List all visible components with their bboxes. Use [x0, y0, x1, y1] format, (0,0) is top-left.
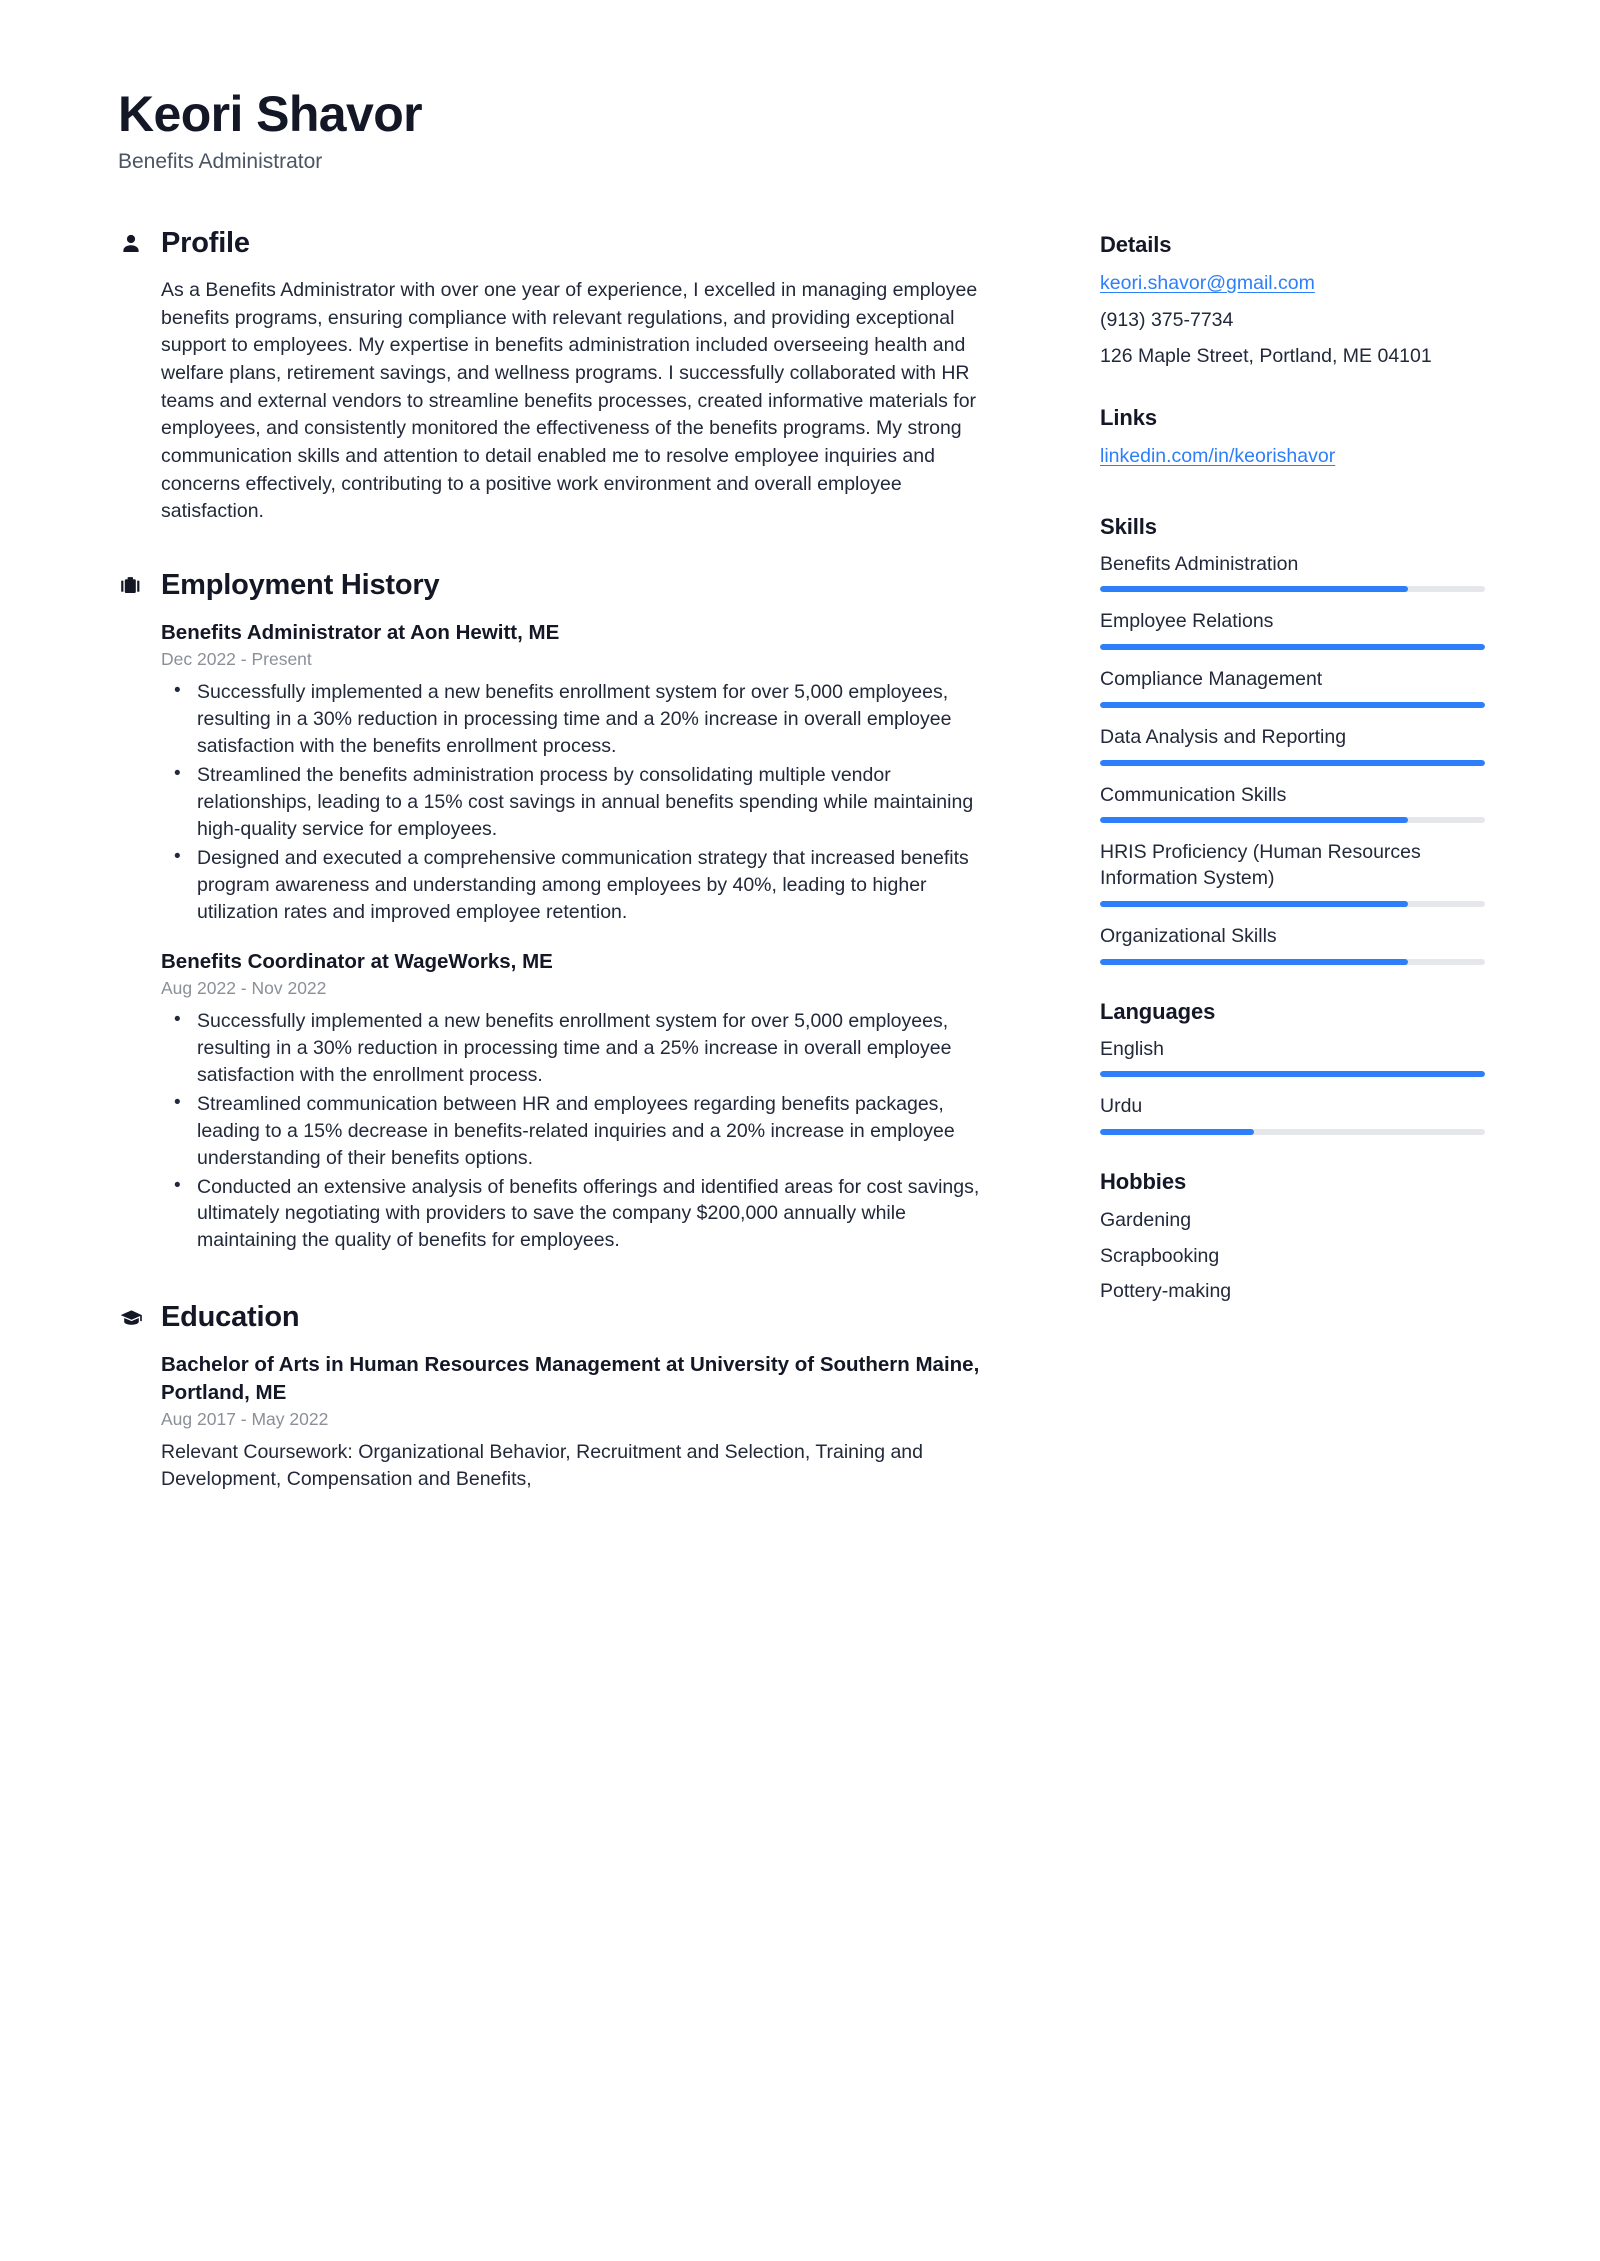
hobby-item: Gardening [1100, 1209, 1192, 1232]
skill-label: Employee Relations [1100, 610, 1274, 633]
skill-bar-track [1100, 817, 1485, 823]
skill-item [1100, 924, 1485, 965]
skill-bar-fill [1100, 702, 1485, 708]
language-item [1100, 1094, 1485, 1135]
sidebar-languages [1100, 999, 1485, 1135]
bullet-item: • Conducted an extensive analysis of benefits offerings and identified areas for cost savings, ultimately negotiating with providers to save the company $200,000 annually while maintaining the quality of benefits for employees. [161, 1174, 1008, 1255]
links-title: Links [1100, 405, 1157, 431]
bullet-item: • Successfully implemented a new benefits enrollment system for over 5,000 employees, resulting in a 30% reduction in processing time and a 25% increase in overall employee satisfaction with the enrollment process. [161, 1008, 1008, 1089]
skill-label: Data Analysis and Reporting [1100, 725, 1347, 748]
sidebar-links [1100, 405, 1485, 480]
education-entry-note: Relevant Coursework: Organizational Behavior, Recruitment and Selection, Training and Development, Compensation and Benefits, [161, 1441, 923, 1491]
language-bar-track [1100, 1071, 1485, 1077]
language-label: Urdu [1100, 1095, 1143, 1118]
sidebar-hobbies [1100, 1169, 1485, 1306]
employment-body [118, 619, 1008, 1254]
education-entry-date: Aug 2017 - May 2022 [161, 1409, 329, 1430]
profile-body [118, 277, 1008, 526]
language-bar-fill [1100, 1071, 1485, 1077]
skill-label: HRIS Proficiency (Human Resources Information System) [1100, 841, 1421, 890]
graduation-cap-icon [118, 1305, 144, 1331]
skill-bar-track [1100, 959, 1485, 965]
employment-entry [161, 948, 1008, 1255]
resume-header [0, 0, 1600, 174]
languages-title: Languages [1100, 998, 1216, 1024]
skill-bar-track [1100, 901, 1485, 907]
skill-bar-track [1100, 702, 1485, 708]
candidate-name: Keori Shavor [118, 86, 423, 142]
sidebar-skills [1100, 514, 1485, 965]
bullet-item: • Designed and executed a comprehensive communication strategy that increased benefits program awareness and understanding among employees by 40%, leading to higher utilization rates and improved employee retention. [161, 845, 1008, 926]
skill-item [1100, 552, 1485, 593]
bullet-item: • Successfully implemented a new benefits enrollment system for over 5,000 employees, resulting in a 30% reduction in processing time and a 20% increase in overall employee satisfaction with the benefits enrollment process. [161, 679, 1008, 760]
main-column [118, 228, 1008, 1498]
employment-entry-bullets [161, 679, 1008, 925]
skill-item [1100, 609, 1485, 650]
skill-bar-fill [1100, 901, 1408, 907]
sidebar-column [1100, 228, 1485, 1340]
employment-entry-date: Dec 2022 - Present [161, 649, 312, 670]
user-icon [118, 231, 144, 257]
profile-heading [118, 228, 1008, 260]
briefcase-icon [118, 573, 144, 599]
skill-item [1100, 840, 1485, 906]
skill-bar-fill [1100, 959, 1408, 965]
skill-bar-track [1100, 760, 1485, 766]
skill-label: Benefits Administration [1100, 552, 1299, 575]
employment-entry-bullets [161, 1008, 1008, 1254]
skill-bar-fill [1100, 760, 1485, 766]
skill-label: Organizational Skills [1100, 924, 1277, 947]
phone-text: (913) 375-7734 [1100, 308, 1234, 331]
skill-bar-fill [1100, 586, 1408, 592]
skill-label: Compliance Management [1100, 668, 1323, 691]
email-link[interactable]: keori.shavor@gmail.com [1100, 272, 1315, 294]
section-employment [118, 570, 1008, 1254]
education-title: Education [161, 1301, 300, 1334]
employment-entry-date: Aug 2022 - Nov 2022 [161, 978, 327, 999]
bullet-item: • Streamlined communication between HR and employees regarding benefits packages, leading to a 15% decrease in benefits-related inquiries and a 20% increase in employee understanding of their benefits options. [161, 1091, 1008, 1172]
employment-entry-title: Benefits Coordinator at WageWorks, ME [161, 949, 553, 973]
education-entry [161, 1351, 1008, 1494]
linkedin-link[interactable]: linkedin.com/in/keorishavor [1100, 445, 1336, 468]
candidate-job-title: Benefits Administrator [118, 150, 323, 173]
profile-text: As a Benefits Administrator with over one year of experience, I excelled in managing employee benefits programs, ensuring compliance with relevant regulations, and providing exceptional support to employees. My expertise in benefits administration included overseeing health and welfare plans, retirement savings, and wellness programs. I successfully collaborated with HR teams and external vendors to streamline benefits processes, created informative materials for employees, and consistently monitored the effectiveness of the benefits programs. My strong communication skills and attention to detail enabled me to resolve employee inquiries and concerns effectively, contributing to a positive work environment and overall employee satisfaction. [161, 278, 978, 523]
skill-bar-track [1100, 586, 1485, 592]
language-bar-fill [1100, 1129, 1254, 1135]
section-education [118, 1302, 1008, 1493]
skill-item [1100, 667, 1485, 708]
language-label: English [1100, 1037, 1164, 1060]
hobbies-title: Hobbies [1100, 1169, 1187, 1195]
skill-bar-track [1100, 644, 1485, 650]
education-entry-title: Bachelor of Arts in Human Resources Management at University of Southern Maine, Portland, ME [161, 1353, 980, 1404]
education-heading [118, 1302, 1008, 1334]
skill-item [1100, 725, 1485, 766]
language-bar-track [1100, 1129, 1485, 1135]
details-title: Details [1100, 232, 1172, 257]
hobby-item: Scrapbooking [1100, 1244, 1220, 1267]
hobby-item: Pottery-making [1100, 1280, 1232, 1303]
address-text: 126 Maple Street, Portland, ME 04101 [1100, 345, 1432, 368]
education-body [118, 1351, 1008, 1494]
employment-entry [161, 619, 1008, 926]
employment-entry-title: Benefits Administrator at Aon Hewitt, ME [161, 620, 560, 644]
skills-title: Skills [1100, 513, 1157, 539]
bullet-item: • Streamlined the benefits administration process by consolidating multiple vendor relationships, leading to a 15% cost savings in annual benefits spending while maintaining high-quality service for employees. [161, 762, 1008, 843]
skill-label: Communication Skills [1100, 783, 1287, 806]
skill-bar-fill [1100, 817, 1408, 823]
section-profile [118, 228, 1008, 526]
employment-heading [118, 570, 1008, 602]
employment-title: Employment History [161, 569, 440, 602]
skill-item [1100, 783, 1485, 824]
skill-bar-fill [1100, 644, 1485, 650]
profile-title: Profile [161, 227, 250, 259]
language-item [1100, 1037, 1485, 1078]
resume-columns [0, 228, 1600, 1498]
sidebar-details [1100, 232, 1485, 371]
